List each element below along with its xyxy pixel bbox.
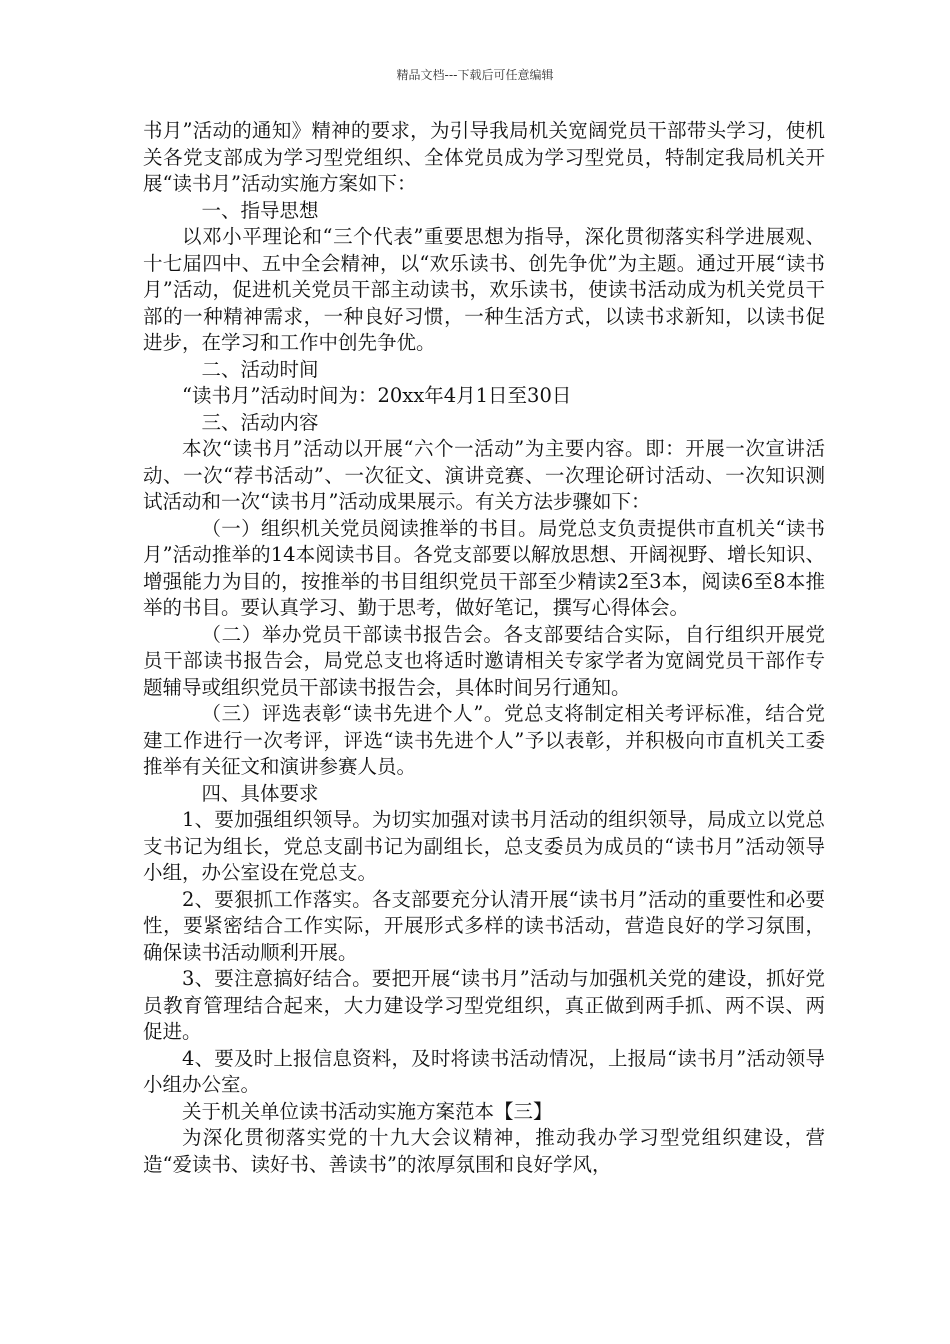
heading-activity-content: 三、活动内容: [201, 410, 319, 434]
paragraph-item-1: （一）组织机关党员阅读推举的书目。局党总支负责提供市直机关“读书月”活动推举的14本阅读书目。各党支部要以解放思想、开阔视野、增长知识、增强能力为目的，按推举的书目组织党员干部至少精读2至3本，阅读6至8本推举的书目。要认真学习、勤于思考，做好笔记，撰写心得体会。: [143, 516, 825, 619]
paragraph-guiding-ideology: 以邓小平理论和“三个代表”重要思想为指导，深化贯彻落实科学进展观、十七届四中、五中全会精神，以“欢乐读书、创先争优”为主题。通过开展“读书月”活动，促进机关党员干部主动读书，欢乐读书，使读书活动成为机关党员干部的一种精神需求，一种良好习惯，一种生活方式，以读书求新知，以读书促进步，在学习和工作中创先争优。: [143, 225, 825, 354]
section-title-three: 关于机关单位读书活动实施方案范本【三】: [182, 1099, 553, 1123]
paragraph-section-three-intro: 为深化贯彻落实党的十九大会议精神，推动我办学习型党组织建设，营造“爱读书、读好书、善读书”的浓厚氛围和良好学风，: [143, 1126, 825, 1176]
paragraph-requirement-4: 4、要及时上报信息资料，及时将读书活动情况，上报局“读书月”活动领导小组办公室。: [143, 1046, 825, 1096]
paragraph-activity-time: “读书月”活动时间为：20xx年4月1日至30日: [182, 384, 572, 407]
heading-activity-time: 二、活动时间: [201, 357, 319, 381]
page-header: 精品文档---下载后可任意编辑: [396, 68, 554, 82]
paragraph-activity-content: 本次“读书月”活动以开展“六个一活动”为主要内容。即：开展一次宣讲活动、一次“荐书活动”、一次征文、演讲竞赛、一次理论研讨活动、一次知识测试活动和一次“读书月”活动成果展示。有关方法步骤如下：: [143, 437, 825, 513]
paragraph-item-2: （二）举办党员干部读书报告会。各支部要结合实际，自行组织开展党员干部读书报告会，局党总支也将适时邀请相关专家学者为宽阔党员干部作专题辅导或组织党员干部读书报告会，具体时间另行通知。: [143, 622, 825, 699]
paragraph-intro: 书月”活动的通知》精神的要求，为引导我局机关宽阔党员干部带头学习，使机关各党支部成为学习型党组织、全体党员成为学习型党员，特制定我局机关开展“读书月”活动实施方案如下：: [143, 119, 825, 195]
paragraph-requirement-1: 1、要加强组织领导。为切实加强对读书月活动的组织领导，局成立以党总支书记为组长，党总支副书记为副组长，总支委员为成员的“读书月”活动领导小组，办公室设在党总支。: [143, 808, 825, 884]
heading-guiding-ideology: 一、指导思想: [201, 198, 319, 222]
heading-requirements: 四、具体要求: [201, 781, 319, 805]
paragraph-item-3: （三）评选表彰“读书先进个人”。党总支将制定相关考评标准，结合党建工作进行一次考评，评选“读书先进个人”予以表彰，并积极向市直机关工委推举有关征文和演讲参赛人员。: [143, 702, 825, 778]
paragraph-requirement-3: 3、要注意搞好结合。要把开展“读书月”活动与加强机关党的建设，抓好党员教育管理结合起来，大力建设学习型党组织，真正做到两手抓、两不误、两促进。: [143, 967, 825, 1043]
paragraph-requirement-2: 2、要狠抓工作落实。各支部要充分认清开展“读书月”活动的重要性和必要性，要紧密结合工作实际，开展形式多样的读书活动，营造良好的学习氛围，确保读书活动顺利开展。: [143, 887, 825, 964]
document-body: [143, 118, 825, 1178]
